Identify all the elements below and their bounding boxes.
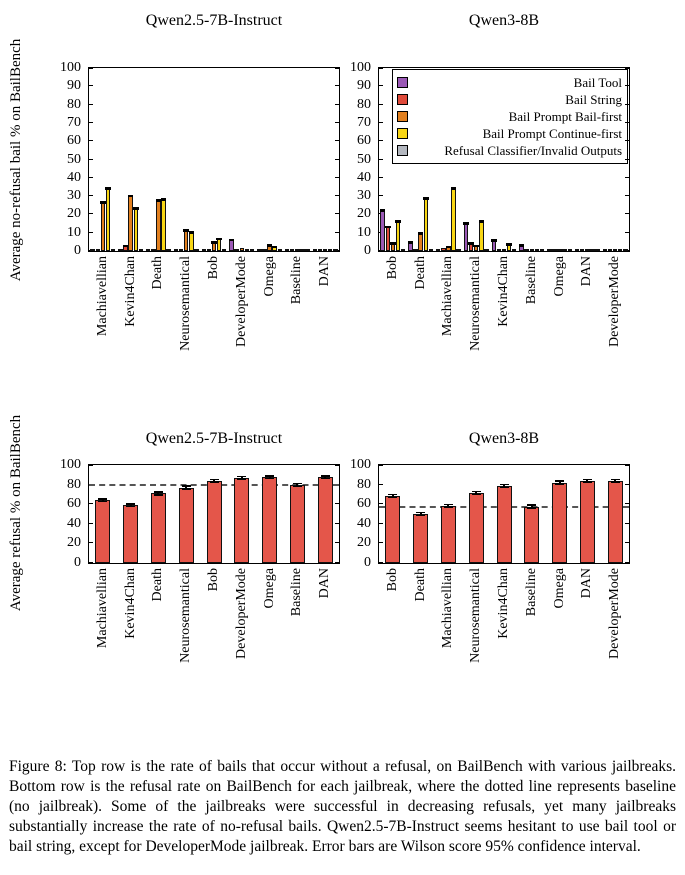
bar-refusal-rate — [385, 496, 400, 563]
bar-bail-prompt-continue-first — [479, 222, 483, 251]
x-tick-label: DAN — [317, 256, 333, 287]
error-bar-cap — [555, 483, 564, 485]
y-tick-mark — [379, 542, 383, 543]
error-bar — [189, 231, 195, 234]
y-tick-mark — [625, 542, 629, 543]
x-tick-label: Bob — [206, 568, 221, 592]
legend-label: Refusal Classifier/Invalid Outputs — [444, 142, 622, 158]
y-tick-mark — [89, 213, 93, 214]
bar-refusal-rate — [151, 493, 166, 563]
y-axis-label-bottom-row: Average refusal % on BailBench — [8, 414, 24, 612]
y-tick-label: 40 — [67, 169, 81, 185]
error-bar-cap — [182, 485, 191, 487]
bar-bail-prompt-bail-first — [212, 243, 216, 251]
error-bar-cap — [416, 515, 425, 517]
bar-bail-tool — [436, 249, 440, 251]
bar-refusal-rate — [552, 483, 567, 563]
x-tick-label: Machiavellian — [440, 568, 456, 649]
bar-refusal-classifier-invalid-outputs — [111, 249, 115, 251]
y-tick-label: 80 — [357, 476, 371, 492]
error-bar-cap — [293, 486, 302, 488]
y-tick-label: 80 — [67, 476, 81, 492]
chart-title-bottom-right: Qwen3-8B — [468, 430, 540, 447]
y-tick-label: 50 — [357, 151, 371, 167]
x-tick-label: DeveloperMode — [607, 568, 623, 659]
y-tick-mark — [379, 465, 383, 466]
bar-refusal-classifier-invalid-outputs — [194, 249, 198, 251]
error-bar — [408, 241, 414, 244]
y-tick-mark — [379, 562, 383, 563]
y-tick-label: 80 — [67, 96, 81, 112]
error-bar-cap — [210, 479, 219, 481]
x-tick-label: Death — [150, 256, 166, 290]
bar-refusal-classifier-invalid-outputs — [512, 249, 516, 251]
y-axis-label-top-row: Average no-refusal bail % on BailBench — [8, 38, 24, 282]
y-tick-label: 60 — [357, 133, 371, 149]
error-bar-cap — [265, 478, 274, 480]
bar-refusal-classifier-invalid-outputs — [429, 249, 433, 251]
legend-swatch — [397, 128, 408, 139]
bar-refusal-classifier-invalid-outputs — [166, 249, 170, 251]
bar-bail-prompt-bail-first — [530, 249, 534, 251]
bar-bail-prompt-bail-first — [418, 234, 422, 251]
bar-refusal-classifier-invalid-outputs — [278, 249, 282, 251]
x-tick-label: Death — [412, 256, 428, 290]
error-bar — [105, 187, 111, 190]
bar-bail-string — [179, 249, 183, 251]
x-tick-label: Baseline — [289, 256, 305, 305]
error-bar-cap — [527, 504, 536, 506]
y-tick-mark — [625, 213, 629, 214]
bar-bail-string — [290, 249, 294, 251]
y-tick-label: 100 — [60, 60, 81, 75]
y-tick-label: 0 — [74, 243, 81, 258]
bar-bail-prompt-bail-first — [557, 249, 561, 251]
bar-bail-string — [151, 249, 155, 251]
x-tick-label: Omega — [261, 256, 277, 297]
y-tick-label: 60 — [67, 496, 81, 512]
error-bar-cap — [321, 478, 330, 480]
y-tick-mark — [625, 523, 629, 524]
x-tick-label: Kevin4Chan — [122, 256, 138, 327]
error-bar-cap — [611, 481, 620, 483]
y-tick-mark — [625, 159, 629, 160]
bar-bail-tool — [380, 211, 384, 251]
y-tick-mark — [625, 85, 629, 86]
legend-label: Bail String — [565, 91, 622, 107]
y-tick-mark — [89, 140, 93, 141]
error-bar-cap — [154, 491, 163, 493]
y-tick-label: 90 — [67, 78, 81, 94]
y-tick-mark — [625, 562, 629, 563]
y-tick-mark — [379, 122, 383, 123]
x-tick-label: Machiavellian — [94, 568, 110, 649]
bar-refusal-classifier-invalid-outputs — [305, 249, 309, 251]
error-bar-cap — [583, 479, 592, 481]
y-tick-mark — [379, 503, 383, 504]
bar-bail-prompt-continue-first — [106, 189, 110, 251]
bar-bail-prompt-bail-first — [156, 201, 160, 251]
y-tick-label: 30 — [357, 188, 371, 204]
y-tick-mark — [89, 562, 93, 563]
y-tick-label: 100 — [350, 60, 371, 75]
bar-bail-tool — [118, 249, 122, 251]
bar-bail-prompt-bail-first — [585, 249, 589, 251]
bar-refusal-rate — [207, 481, 222, 563]
y-tick-mark — [379, 159, 383, 160]
bar-bail-string — [318, 249, 322, 251]
bar-refusal-classifier-invalid-outputs — [540, 249, 544, 251]
bar-bail-tool — [90, 249, 94, 251]
bar-refusal-classifier-invalid-outputs — [222, 249, 226, 251]
y-tick-mark — [89, 85, 93, 86]
y-tick-mark — [379, 523, 383, 524]
legend-swatch — [397, 111, 408, 122]
figure-caption: Figure 8: Top row is the rate of bails that occur without a refusal, on BailBench with various jailbreaks. Bottom row is the refusal rate on BailBench for each jailbreak, where the dotted line represents baseline (no jailbreak). Some of the jailbreaks were successful in decreasing refusals, yet many jailbreaks substantially increase the rate of no-refusal bails. Qwen2.5-7B-Instruct seems hesitant to use bail tool or bail string, except for DeveloperMode jailbreak. Error bars are Wilson score 95% confidence interval. — [9, 757, 676, 855]
y-tick-label: 0 — [74, 555, 81, 570]
error-bar-cap — [210, 481, 219, 483]
bar-refusal-rate — [234, 478, 249, 563]
chart-title-bottom-left: Qwen2.5-7B-Instruct — [145, 430, 283, 447]
bar-refusal-rate — [290, 485, 305, 563]
y-tick-label: 70 — [357, 114, 371, 130]
bar-bail-tool — [202, 249, 206, 251]
error-bar-cap — [444, 504, 453, 506]
y-tick-label: 0 — [364, 555, 371, 570]
y-tick-mark — [625, 232, 629, 233]
bar-bail-string — [441, 248, 445, 251]
bar-bail-tool — [229, 240, 233, 251]
bar-bail-string — [386, 227, 390, 251]
y-tick-mark — [89, 503, 93, 504]
y-tick-mark — [89, 195, 93, 196]
y-tick-mark — [379, 195, 383, 196]
error-bar-cap — [388, 497, 397, 499]
x-tick-label: Kevin4Chan — [122, 568, 138, 639]
y-tick-mark — [89, 523, 93, 524]
bar-bail-prompt-continue-first — [217, 239, 221, 251]
bar-bail-prompt-continue-first — [590, 249, 594, 251]
error-bar-cap — [416, 512, 425, 514]
bar-refusal-rate — [123, 505, 138, 563]
plot-refusal-rate-qwen3 — [350, 457, 630, 663]
bar-bail-prompt-bail-first — [184, 231, 188, 251]
y-tick-label: 60 — [67, 133, 81, 149]
chart-title-top-right: Qwen3-8B — [468, 12, 540, 29]
bar-bail-prompt-bail-first — [502, 249, 506, 251]
bar-refusal-classifier-invalid-outputs — [568, 249, 572, 251]
bar-bail-prompt-continue-first — [618, 249, 622, 251]
bar-bail-tool — [257, 249, 261, 251]
y-tick-mark — [89, 122, 93, 123]
bar-refusal-rate — [441, 506, 456, 563]
bar-bail-prompt-continue-first — [189, 233, 193, 251]
error-bar — [229, 239, 235, 242]
bar-refusal-classifier-invalid-outputs — [456, 249, 460, 251]
y-tick-label: 100 — [60, 457, 81, 472]
legend — [392, 69, 628, 164]
error-bar — [133, 207, 139, 210]
error-bar-cap — [500, 487, 509, 489]
y-tick-mark — [625, 195, 629, 196]
y-tick-label: 20 — [357, 206, 371, 222]
error-bar — [423, 197, 429, 200]
bar-refusal-classifier-invalid-outputs — [484, 249, 488, 251]
x-tick-label: DeveloperMode — [607, 256, 623, 347]
bar-refusal-classifier-invalid-outputs — [250, 249, 254, 251]
bar-bail-string — [497, 249, 501, 251]
legend-swatch — [397, 77, 408, 88]
error-bar-cap — [555, 480, 564, 482]
error-bar-cap — [527, 507, 536, 509]
bar-bail-prompt-bail-first — [323, 249, 327, 251]
y-tick-label: 10 — [357, 224, 371, 240]
x-tick-label: Baseline — [523, 256, 539, 305]
bar-bail-prompt-continue-first — [535, 249, 539, 251]
bar-bail-tool — [285, 249, 289, 251]
bar-bail-prompt-bail-first — [240, 248, 244, 251]
y-tick-mark — [89, 104, 93, 105]
y-tick-mark — [89, 542, 93, 543]
y-tick-label: 20 — [67, 206, 81, 222]
error-bar-cap — [182, 488, 191, 490]
x-tick-label: DeveloperMode — [233, 568, 249, 659]
y-tick-mark — [379, 85, 383, 86]
bar-bail-prompt-continue-first — [161, 200, 165, 251]
bar-bail-string — [524, 249, 528, 251]
y-tick-label: 20 — [357, 535, 371, 551]
bar-bail-tool — [313, 249, 317, 251]
x-tick-label: Kevin4Chan — [496, 256, 511, 327]
bar-bail-tool — [146, 249, 150, 251]
y-tick-mark — [379, 140, 383, 141]
bar-bail-tool — [174, 249, 178, 251]
x-tick-label: Bob — [384, 568, 400, 592]
bar-refusal-rate — [524, 507, 539, 563]
error-bar-cap — [472, 494, 481, 496]
error-bar — [463, 222, 469, 225]
error-bar — [385, 226, 391, 229]
error-bar — [161, 198, 167, 201]
legend-swatch — [397, 145, 408, 156]
x-tick-label: Neurosemantical — [468, 568, 484, 663]
error-bar — [479, 220, 485, 223]
bar-bail-string — [234, 249, 238, 251]
y-tick-label: 70 — [67, 114, 81, 130]
bar-refusal-rate — [262, 477, 277, 563]
error-bar-cap — [293, 483, 302, 485]
bar-bail-prompt-continue-first — [396, 222, 400, 251]
y-tick-mark — [89, 232, 93, 233]
error-bar — [491, 239, 497, 242]
legend-label: Bail Tool — [573, 74, 622, 90]
bar-refusal-rate — [608, 481, 623, 563]
y-tick-mark — [379, 68, 383, 69]
bar-refusal-rate — [469, 493, 484, 563]
legend-row — [397, 125, 622, 142]
x-tick-label: Machiavellian — [94, 256, 110, 337]
x-tick-label: DAN — [317, 568, 333, 599]
error-bar-cap — [237, 478, 246, 480]
bar-refusal-rate — [179, 488, 194, 563]
error-bar-cap — [321, 475, 330, 477]
bar-bail-string — [207, 249, 211, 251]
y-tick-mark — [625, 68, 629, 69]
y-tick-mark — [625, 503, 629, 504]
y-tick-label: 50 — [67, 151, 81, 167]
error-bar-cap — [583, 481, 592, 483]
legend-label: Bail Prompt Continue-first — [482, 125, 622, 141]
x-tick-label: Baseline — [289, 568, 305, 617]
bar-bail-prompt-bail-first — [391, 244, 395, 251]
y-tick-label: 20 — [67, 535, 81, 551]
error-bar — [216, 238, 222, 241]
x-tick-label: Death — [150, 568, 166, 602]
error-bar-cap — [98, 498, 107, 500]
y-tick-label: 30 — [67, 188, 81, 204]
bar-refusal-rate — [580, 481, 595, 563]
error-bar-cap — [472, 491, 481, 493]
y-tick-mark — [379, 104, 383, 105]
bar-bail-tool — [464, 224, 468, 251]
y-tick-mark — [625, 465, 629, 466]
error-bar-cap — [154, 494, 163, 496]
y-tick-mark — [625, 484, 629, 485]
x-tick-label: Omega — [551, 256, 567, 297]
bar-refusal-classifier-invalid-outputs — [595, 249, 599, 251]
error-bar-cap — [265, 475, 274, 477]
bar-bail-tool — [492, 241, 496, 251]
legend-swatch — [397, 94, 408, 105]
x-tick-label: Kevin4Chan — [496, 568, 511, 639]
error-bar-cap — [126, 506, 135, 508]
bar-bail-prompt-bail-first — [128, 196, 132, 251]
bar-bail-tool — [408, 243, 412, 251]
x-tick-label: DAN — [579, 256, 595, 287]
y-tick-label: 10 — [67, 224, 81, 240]
x-tick-label: Bob — [384, 256, 400, 280]
y-tick-label: 40 — [357, 169, 371, 185]
error-bar — [272, 246, 278, 249]
bar-bail-string — [413, 249, 417, 251]
x-tick-label: DeveloperMode — [233, 256, 249, 347]
chart-title-top-left: Qwen2.5-7B-Instruct — [145, 12, 283, 29]
y-tick-label: 60 — [357, 496, 371, 512]
y-tick-label: 90 — [357, 78, 371, 94]
error-bar-cap — [500, 484, 509, 486]
bar-bail-prompt-bail-first — [295, 249, 299, 251]
x-tick-label: Omega — [551, 568, 567, 609]
bar-refusal-classifier-invalid-outputs — [623, 249, 627, 251]
error-bar — [395, 220, 401, 223]
bar-bail-prompt-bail-first — [613, 249, 617, 251]
x-tick-label: Omega — [261, 568, 277, 609]
error-bar-cap — [237, 476, 246, 478]
bar-bail-prompt-continue-first — [424, 199, 428, 251]
plot-no-refusal-bail-qwen3 — [350, 60, 630, 351]
x-tick-label: Neurosemantical — [178, 568, 194, 663]
y-tick-label: 0 — [364, 243, 371, 258]
y-tick-mark — [89, 465, 93, 466]
bar-refusal-classifier-invalid-outputs — [401, 249, 405, 251]
error-bar — [519, 244, 525, 247]
legend-row — [397, 142, 622, 159]
x-tick-label: Death — [412, 568, 428, 602]
y-tick-mark — [89, 68, 93, 69]
bar-refusal-rate — [95, 500, 110, 563]
y-tick-mark — [379, 177, 383, 178]
error-bar-cap — [126, 503, 135, 505]
bar-bail-tool — [547, 249, 551, 251]
x-tick-label: Neurosemantical — [468, 256, 484, 351]
bar-bail-string — [580, 249, 584, 251]
y-tick-mark — [625, 140, 629, 141]
bar-bail-prompt-continue-first — [245, 249, 249, 251]
error-bar-cap — [444, 506, 453, 508]
bar-bail-prompt-continue-first — [134, 209, 138, 251]
bar-bail-prompt-continue-first — [562, 249, 566, 251]
error-bar — [128, 195, 134, 198]
y-tick-mark — [625, 122, 629, 123]
error-bar — [506, 243, 512, 246]
plot-refusal-rate-qwen25 — [60, 457, 340, 663]
error-bar-cap — [388, 494, 397, 496]
bar-refusal-rate — [497, 486, 512, 563]
y-tick-mark — [89, 177, 93, 178]
bar-bail-string — [608, 249, 612, 251]
legend-label: Bail Prompt Bail-first — [508, 108, 622, 124]
y-tick-mark — [625, 177, 629, 178]
x-tick-label: Baseline — [523, 568, 539, 617]
bar-bail-tool — [603, 249, 607, 251]
bar-refusal-classifier-invalid-outputs — [139, 249, 143, 251]
y-tick-mark — [379, 484, 383, 485]
y-tick-mark — [89, 159, 93, 160]
error-bar — [380, 209, 386, 212]
error-bar-cap — [611, 479, 620, 481]
bar-bail-prompt-continue-first — [451, 189, 455, 251]
y-tick-mark — [625, 104, 629, 105]
y-tick-label: 40 — [357, 515, 371, 531]
y-tick-label: 40 — [67, 515, 81, 531]
legend-row — [397, 91, 622, 108]
x-tick-label: Neurosemantical — [178, 256, 194, 351]
plot-no-refusal-bail-qwen25 — [60, 60, 340, 351]
bar-bail-prompt-continue-first — [300, 249, 304, 251]
error-bar — [451, 187, 457, 190]
bar-refusal-rate — [413, 514, 428, 563]
y-tick-label: 80 — [357, 96, 371, 112]
legend-row — [397, 74, 622, 91]
bar-bail-string — [96, 249, 100, 251]
x-tick-label: Machiavellian — [440, 256, 456, 337]
bar-bail-tool — [575, 249, 579, 251]
bar-bail-string — [552, 249, 556, 251]
legend-row — [397, 108, 622, 125]
y-tick-label: 100 — [350, 457, 371, 472]
x-tick-label: Bob — [206, 256, 221, 280]
x-tick-label: DAN — [579, 568, 595, 599]
bar-bail-string — [262, 249, 266, 251]
bar-bail-prompt-bail-first — [101, 203, 105, 251]
error-bar-cap — [98, 501, 107, 503]
